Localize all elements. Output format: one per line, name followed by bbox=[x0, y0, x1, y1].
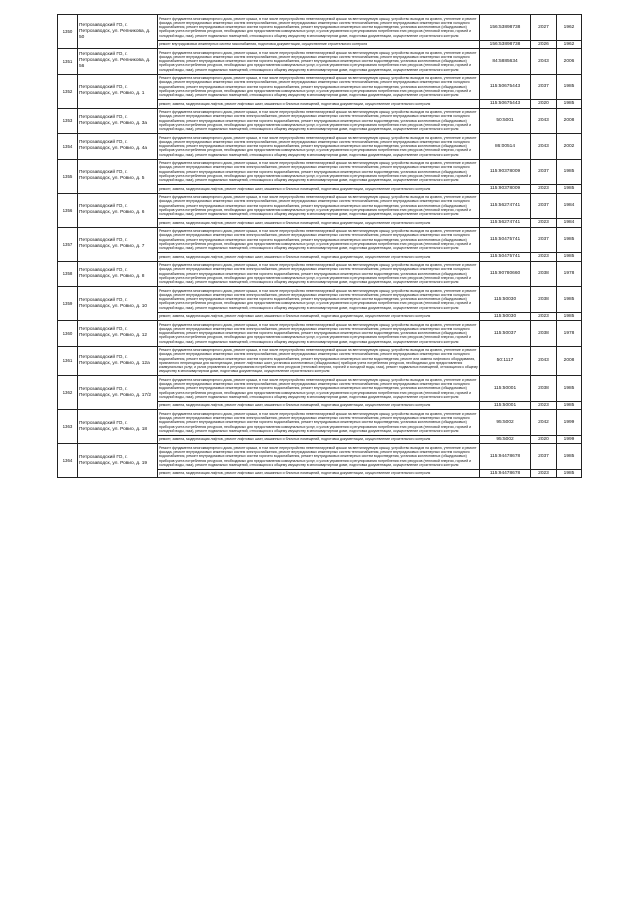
work-description: ремонт, замена, модернизация лифтов, ремонт лифтовых шахт, машинных и блочных помещений, подготовка документации, осуществление строительного контроля bbox=[158, 312, 480, 321]
construction-year: 1985 bbox=[557, 444, 582, 470]
planned-year: 2023 bbox=[531, 185, 557, 194]
work-description: ремонт, замена, модернизация лифтов, ремонт лифтовых шахт, машинных и блочных помещений, подготовка документации, осуществление строительного контроля bbox=[158, 100, 480, 109]
cadastral-code: 115:90378009 bbox=[480, 185, 531, 194]
house-address: Петрозаводский ГО, г. Петрозаводск, ул. Ровио, д. 5 bbox=[78, 159, 158, 193]
work-description: Ремонт фундамента многоквартирного дома, ремонт крыши, в том числе переустройство невентилируемой крыши на вентилируемую крышу, устройство выходов на кровлю, утепление и ремонт фасада, ремонт внутридомовых инженерных систем электроснабжения, ремонт внутридомовых инженерных систем теплоснабжения, ремонт внутридомовых инженерных систем холодного водоснабжения, ремонт внутридомовых инженерных систем горячего водоснабжения, ремонт внутридомовых инженерных систем водоотведения, установка коллективных (общедомовых) приборов учета потребления ресурсов, необходимых для предоставления коммунальных услуг, и узлов управления и регулирования потребления этих ресурсов (тепловой энергии, горячей и холодной воды, газа), ремонт подвальных помещений, относящихся к общему имуществу в многоквартирном доме, подготовка документации, осуществление строительного контроля bbox=[158, 108, 480, 134]
house-address: Петрозаводский ГО, г. Петрозаводск, ул. Ровио, д. 19 bbox=[78, 444, 158, 478]
planned-year: 2020 bbox=[531, 435, 557, 444]
row-number: 1351 bbox=[58, 49, 78, 75]
construction-year: 1985 bbox=[557, 100, 582, 109]
work-description: Ремонт фундамента многоквартирного дома, ремонт крыши, в том числе переустройство невентилируемой крыши на вентилируемую крышу, устройство выходов на кровлю, утепление и ремонт фасада, ремонт внутридомовых инженерных систем электроснабжения, ремонт внутридомовых инженерных систем теплоснабжения, ремонт внутридомовых инженерных систем холодного водоснабжения, ремонт внутридомовых инженерных систем горячего водоснабжения, ремонт внутридомовых инженерных систем водоотведения, установка коллективных (общедомовых) приборов учета потребления ресурсов, необходимых для предоставления коммунальных услуг, и узлов управления и регулирования потребления этих ресурсов (тепловой энергии, горячей и холодной воды, газа), ремонт подвальных помещений, относящихся к общему имуществу в многоквартирном доме, подготовка документации, осуществление строительного контроля bbox=[158, 15, 480, 41]
table-row bbox=[58, 321, 582, 347]
cadastral-code: 115:56274741 bbox=[480, 193, 531, 219]
house-address: Петрозаводский ГО, г. Петрозаводск, ул. Репникова, д. 56 bbox=[78, 49, 158, 75]
row-number: 1357 bbox=[58, 227, 78, 261]
row-number: 1359 bbox=[58, 287, 78, 321]
planned-year: 2037 bbox=[531, 159, 557, 185]
construction-year: 1962 bbox=[557, 15, 582, 41]
table-row bbox=[58, 15, 582, 41]
construction-year: 1985 bbox=[557, 376, 582, 402]
table-row bbox=[58, 410, 582, 436]
table-row bbox=[58, 74, 582, 100]
planned-year: 2038 bbox=[531, 321, 557, 347]
row-number: 1350 bbox=[58, 15, 78, 49]
construction-year: 2002 bbox=[557, 134, 582, 160]
planned-year: 2027 bbox=[531, 15, 557, 41]
cadastral-code: 115:50001 bbox=[480, 401, 531, 410]
row-number: 1352 bbox=[58, 74, 78, 108]
work-description: Ремонт фундамента многоквартирного дома, ремонт крыши, в том числе переустройство невентилируемой крыши на вентилируемую крышу, устройство выходов на кровлю, утепление и ремонт фасада, ремонт внутридомовых инженерных систем электроснабжения, ремонт внутридомовых инженерных систем теплоснабжения, ремонт внутридомовых инженерных систем холодного водоснабжения, ремонт внутридомовых инженерных систем горячего водоснабжения, ремонт внутридомовых инженерных систем водоотведения, установка коллективных (общедомовых) приборов учета потребления ресурсов, необходимых для предоставления коммунальных услуг, и узлов управления и регулирования потребления этих ресурсов (тепловой энергии, горячей и холодной воды, газа), ремонт подвальных помещений, относящихся к общему имуществу в многоквартирном доме, подготовка документации, осуществление строительного контроля bbox=[158, 321, 480, 347]
row-number: 1364 bbox=[58, 444, 78, 478]
work-description: Ремонт фундамента многоквартирного дома, ремонт крыши, в том числе переустройство невентилируемой крыши на вентилируемую крышу, устройство выходов на кровлю, утепление и ремонт фасада, ремонт внутридомовых инженерных систем электроснабжения, ремонт внутридомовых инженерных систем теплоснабжения, ремонт внутридомовых инженерных систем холодного водоснабжения, ремонт внутридомовых инженерных систем горячего водоснабжения, ремонт внутридомовых инженерных систем водоотведения, установка коллективных (общедомовых) приборов учета потребления ресурсов, необходимых для предоставления коммунальных услуг, и узлов управления и регулирования потребления этих ресурсов (тепловой энергии, горячей и холодной воды, газа), ремонт подвальных помещений, относящихся к общему имуществу в многоквартирном доме, подготовка документации, осуществление строительного контроля bbox=[158, 444, 480, 470]
row-number: 1356 bbox=[58, 193, 78, 227]
cadastral-code: 86:00514 bbox=[480, 134, 531, 160]
table-row bbox=[58, 261, 582, 287]
construction-year: 1985 bbox=[557, 287, 582, 313]
cadastral-code: 115:56274741 bbox=[480, 219, 531, 228]
work-description: ремонт, замена, модернизация лифтов, ремонт лифтовых шахт, машинных и блочных помещений, подготовка документации, осуществление строительного контроля bbox=[158, 253, 480, 262]
construction-year: 1985 bbox=[557, 469, 582, 478]
table-row bbox=[58, 227, 582, 253]
register-table-body bbox=[58, 15, 582, 478]
planned-year: 2037 bbox=[531, 193, 557, 219]
construction-year: 2008 bbox=[557, 108, 582, 134]
planned-year: 2038 bbox=[531, 261, 557, 287]
work-description: ремонт внутридомовых инженерных систем газоснабжения, подготовка документации, осуществление строительного контроля bbox=[158, 40, 480, 49]
house-address: Петрозаводский ГО, г. Петрозаводск, ул. Ровио, д. 3а bbox=[78, 108, 158, 134]
work-description: Ремонт фундамента многоквартирного дома, ремонт крыши, в том числе переустройство невентилируемой крыши на вентилируемую крышу, устройство выходов на кровлю, утепление и ремонт фасада, ремонт внутридомовых инженерных систем электроснабжения, ремонт внутридомовых инженерных систем теплоснабжения, ремонт внутридомовых инженерных систем холодного водоснабжения, ремонт внутридомовых инженерных систем горячего водоснабжения, ремонт внутридомовых инженерных систем водоотведения, установка коллективных (общедомовых) приборов учета потребления ресурсов, необходимых для предоставления коммунальных услуг, и узлов управления и регулирования потребления этих ресурсов (тепловой энергии, горячей и холодной воды, газа), ремонт подвальных помещений, относящихся к общему имуществу в многоквартирном доме, подготовка документации, осуществление строительного контроля bbox=[158, 261, 480, 287]
cadastral-code: 115:90378009 bbox=[480, 159, 531, 185]
table-row bbox=[58, 346, 582, 376]
construction-year: 1984 bbox=[557, 219, 582, 228]
planned-year: 2023 bbox=[531, 253, 557, 262]
cadastral-code: 115:50030 bbox=[480, 287, 531, 313]
cadastral-code: 50:1117 bbox=[480, 346, 531, 376]
row-number: 1354 bbox=[58, 134, 78, 160]
row-number: 1363 bbox=[58, 410, 78, 444]
cadastral-code: 115:50675443 bbox=[480, 100, 531, 109]
construction-year: 2008 bbox=[557, 346, 582, 376]
work-description: Ремонт фундамента многоквартирного дома, ремонт крыши, в том числе переустройство невентилируемой крыши на вентилируемую крышу, устройство выходов на кровлю, утепление и ремонт фасада, ремонт внутридомовых инженерных систем электроснабжения, ремонт внутридомовых инженерных систем теплоснабжения, ремонт внутридомовых инженерных систем холодного водоснабжения, ремонт внутридомовых инженерных систем горячего водоснабжения, ремонт внутридомовых инженерных систем водоотведения, установка коллективных (общедомовых) приборов учета потребления ресурсов, необходимых для предоставления коммунальных услуг, и узлов управления и регулирования потребления этих ресурсов (тепловой энергии, горячей и холодной воды, газа), ремонт подвальных помещений, относящихся к общему имуществу в многоквартирном доме, подготовка документации, осуществление строительного контроля bbox=[158, 410, 480, 436]
work-description: Ремонт фундамента многоквартирного дома, ремонт крыши, в том числе переустройство невентилируемой крыши на вентилируемую крышу, устройство выходов на кровлю, утепление и ремонт фасада, ремонт внутридомовых инженерных систем электроснабжения, ремонт внутридомовых инженерных систем теплоснабжения, ремонт внутридомовых инженерных систем холодного водоснабжения, ремонт внутридомовых инженерных систем горячего водоснабжения, ремонт внутридомовых инженерных систем водоотведения, установка коллективных (общедомовых) приборов учета потребления ресурсов, необходимых для предоставления коммунальных услуг, и узлов управления и регулирования потребления этих ресурсов (тепловой энергии, горячей и холодной воды, газа), ремонт подвальных помещений, относящихся к общему имуществу в многоквартирном доме, подготовка документации, осуществление строительного контроля bbox=[158, 193, 480, 219]
work-description: Ремонт фундамента многоквартирного дома, ремонт крыши, в том числе переустройство невентилируемой крыши на вентилируемую крышу, устройство выходов на кровлю, утепление и ремонт фасада, ремонт внутридомовых инженерных систем электроснабжения, ремонт внутридомовых инженерных систем теплоснабжения, ремонт внутридомовых инженерных систем холодного водоснабжения, ремонт внутридомовых инженерных систем горячего водоснабжения, ремонт внутридомовых инженерных систем водоотведения, установка коллективных (общедомовых) приборов учета потребления ресурсов, необходимых для предоставления коммунальных услуг, и узлов управления и регулирования потребления этих ресурсов (тепловой энергии, горячей и холодной воды, газа), ремонт подвальных помещений, относящихся к общему имуществу в многоквартирном доме, подготовка документации, осуществление строительного контроля bbox=[158, 287, 480, 313]
row-number: 1361 bbox=[58, 346, 78, 376]
cadastral-code: 115:50675443 bbox=[480, 74, 531, 100]
table-row bbox=[58, 159, 582, 185]
cadastral-code: 115:50475741 bbox=[480, 253, 531, 262]
construction-year: 1985 bbox=[557, 159, 582, 185]
row-number: 1360 bbox=[58, 321, 78, 347]
construction-year: 1962 bbox=[557, 40, 582, 49]
table-row bbox=[58, 134, 582, 160]
planned-year: 2038 bbox=[531, 376, 557, 402]
planned-year: 2023 bbox=[531, 219, 557, 228]
construction-year: 1978 bbox=[557, 261, 582, 287]
table-row bbox=[58, 444, 582, 470]
cadastral-code: 156:53898738 bbox=[480, 15, 531, 41]
planned-year: 2026 bbox=[531, 40, 557, 49]
work-description: Ремонт фундамента многоквартирного дома, ремонт крыши, в том числе переустройство невентилируемой крыши на вентилируемую крышу, устройство выходов на кровлю, утепление и ремонт фасада, ремонт внутридомовых инженерных систем электроснабжения, ремонт внутридомовых инженерных систем теплоснабжения, ремонт внутридомовых инженерных систем холодного водоснабжения, ремонт внутридомовых инженерных систем горячего водоснабжения, ремонт внутридомовых инженерных систем водоотведения, установка коллективных (общедомовых) приборов учета потребления ресурсов, необходимых для предоставления коммунальных услуг, и узлов управления и регулирования потребления этих ресурсов (тепловой энергии, горячей и холодной воды, газа), ремонт подвальных помещений, относящихся к общему имуществу в многоквартирном доме, подготовка документации, осуществление строительного контроля bbox=[158, 74, 480, 100]
table-row bbox=[58, 376, 582, 402]
construction-year: 1985 bbox=[557, 227, 582, 253]
planned-year: 2043 bbox=[531, 134, 557, 160]
planned-year: 2023 bbox=[531, 401, 557, 410]
planned-year: 2038 bbox=[531, 287, 557, 313]
planned-year: 2042 bbox=[531, 410, 557, 436]
cadastral-code: 115:50030 bbox=[480, 312, 531, 321]
work-description: ремонт, замена, модернизация лифтов, ремонт лифтовых шахт, машинных и блочных помещений, подготовка документации, осуществление строительного контроля bbox=[158, 185, 480, 194]
cadastral-code: 95:5002 bbox=[480, 435, 531, 444]
row-number: 1362 bbox=[58, 376, 78, 410]
work-description: Ремонт фундамента многоквартирного дома, ремонт крыши, в том числе переустройство невентилируемой крыши на вентилируемую крышу, устройство выходов на кровлю, утепление и ремонт фасада, ремонт внутридомовых инженерных систем электроснабжения, ремонт внутридомовых инженерных систем теплоснабжения, ремонт внутридомовых инженерных систем холодного водоснабжения, ремонт внутридомовых инженерных систем горячего водоснабжения, ремонт внутридомовых инженерных систем водоотведения, установка коллективных (общедомовых) приборов учета потребления ресурсов, необходимых для предоставления коммунальных услуг, и узлов управления и регулирования потребления этих ресурсов (тепловой энергии, горячей и холодной воды, газа), ремонт подвальных помещений, относящихся к общему имуществу в многоквартирном доме, подготовка документации, осуществление строительного контроля bbox=[158, 159, 480, 185]
construction-year: 1985 bbox=[557, 312, 582, 321]
work-description: ремонт, замена, модернизация лифтов, ремонт лифтовых шахт, машинных и блочных помещений, подготовка документации, осуществление строительного контроля bbox=[158, 435, 480, 444]
house-address: Петрозаводский ГО, г. Петрозаводск, ул. Репникова, д. 50 bbox=[78, 15, 158, 49]
cadastral-code: 156:53898738 bbox=[480, 40, 531, 49]
work-description: Ремонт фундамента многоквартирного дома, ремонт крыши, в том числе переустройство невентилируемой крыши на вентилируемую крышу, устройство выходов на кровлю, утепление и ремонт фасада, ремонт внутридомовых инженерных систем электроснабжения, ремонт внутридомовых инженерных систем теплоснабжения, ремонт внутридомовых инженерных систем холодного водоснабжения, ремонт внутридомовых инженерных систем горячего водоснабжения, ремонт внутридомовых инженерных систем водоотведения, установка коллективных (общедомовых) приборов учета потребления ресурсов, необходимых для предоставления коммунальных услуг, и узлов управления и регулирования потребления этих ресурсов (тепловой энергии, горячей и холодной воды, газа), ремонт подвальных помещений, относящихся к общему имуществу в многоквартирном доме, подготовка документации, осуществление строительного контроля bbox=[158, 134, 480, 160]
planned-year: 2043 bbox=[531, 108, 557, 134]
planned-year: 2020 bbox=[531, 100, 557, 109]
construction-year: 1999 bbox=[557, 435, 582, 444]
house-address: Петрозаводский ГО, г. Петрозаводск, ул. Ровио, д. 8 bbox=[78, 261, 158, 287]
work-description: Ремонт фундамента многоквартирного дома, ремонт крыши, в том числе переустройство невентилируемой крыши на вентилируемую крышу, устройство выходов на кровлю, утепление и ремонт фасада, ремонт внутридомовых инженерных систем электроснабжения, ремонт внутридомовых инженерных систем теплоснабжения, ремонт внутридомовых инженерных систем холодного водоснабжения, ремонт внутридомовых инженерных систем горячего водоснабжения, ремонт внутридомовых инженерных систем водоотведения, установка коллективных (общедомовых) приборов учета потребления ресурсов, необходимых для предоставления коммунальных услуг, и узлов управления и регулирования потребления этих ресурсов (тепловой энергии, горячей и холодной воды, газа), ремонт подвальных помещений, относящихся к общему имуществу в многоквартирном доме, подготовка документации, осуществление строительного контроля bbox=[158, 49, 480, 75]
house-address: Петрозаводский ГО, г. Петрозаводск, ул. Ровио, д. 10 bbox=[78, 287, 158, 321]
planned-year: 2037 bbox=[531, 444, 557, 470]
row-number: 1355 bbox=[58, 159, 78, 193]
planned-year: 2043 bbox=[531, 49, 557, 75]
planned-year: 2023 bbox=[531, 469, 557, 478]
house-address: Петрозаводский ГО, г. Петрозаводск, ул. Ровио, д. 17/2 bbox=[78, 376, 158, 410]
construction-year: 1999 bbox=[557, 410, 582, 436]
house-address: Петрозаводский ГО, г. Петрозаводск, ул. Ровио, д. 12 bbox=[78, 321, 158, 347]
row-number: 1353 bbox=[58, 108, 78, 134]
planned-year: 2037 bbox=[531, 227, 557, 253]
house-address: Петрозаводский ГО, г. Петрозаводск, ул. Ровио, д. 18 bbox=[78, 410, 158, 444]
construction-year: 2006 bbox=[557, 49, 582, 75]
table-row bbox=[58, 287, 582, 313]
cadastral-code: 95:5002 bbox=[480, 410, 531, 436]
table-row bbox=[58, 49, 582, 75]
house-address: Петрозаводский ГО, г. Петрозаводск, ул. Ровио, д. 12а bbox=[78, 346, 158, 376]
work-description: Ремонт фундамента многоквартирного дома, ремонт крыши, в том числе переустройство невентилируемой крыши на вентилируемую крышу, устройство выходов на кровлю, утепление и ремонт фасада, ремонт внутридомовых инженерных систем электроснабжения, ремонт внутридомовых инженерных систем теплоснабжения, ремонт внутридомовых инженерных систем холодного водоснабжения, ремонт внутридомовых инженерных систем горячего водоснабжения, ремонт внутридомовых инженерных систем водоотведения, ремонт или замена лифтового оборудования, признанного непригодным для эксплуатации, ремонт лифтовых шахт, установка коллективных (общедомовых) приборов учета потребления ресурсов, необходимых для предоставления коммунальных услуг, и узлов управления и регулирования потребления этих ресурсов (тепловой энергии, горячей и холодной воды, газа), ремонт подвальных помещений, относящихся к общему имуществу в многоквартирном доме, подготовка документации, осуществление строительного контроля bbox=[158, 346, 480, 376]
work-description: Ремонт фундамента многоквартирного дома, ремонт крыши, в том числе переустройство невентилируемой крыши на вентилируемую крышу, устройство выходов на кровлю, утепление и ремонт фасада, ремонт внутридомовых инженерных систем электроснабжения, ремонт внутридомовых инженерных систем теплоснабжения, ремонт внутридомовых инженерных систем холодного водоснабжения, ремонт внутридомовых инженерных систем горячего водоснабжения, ремонт внутридомовых инженерных систем водоотведения, установка коллективных (общедомовых) приборов учета потребления ресурсов, необходимых для предоставления коммунальных услуг, и узлов управления и регулирования потребления этих ресурсов (тепловой энергии, горячей и холодной воды, газа), ремонт подвальных помещений, относящихся к общему имуществу в многоквартирном доме, подготовка документации, осуществление строительного контроля bbox=[158, 227, 480, 253]
table-row bbox=[58, 108, 582, 134]
house-address: Петрозаводский ГО, г. Петрозаводск, ул. Ровио, д. 6 bbox=[78, 193, 158, 227]
cadastral-code: 115:94478678 bbox=[480, 444, 531, 470]
construction-year: 1985 bbox=[557, 401, 582, 410]
construction-year: 1985 bbox=[557, 185, 582, 194]
cadastral-code: 50:5001 bbox=[480, 108, 531, 134]
construction-year: 1985 bbox=[557, 74, 582, 100]
planned-year: 2037 bbox=[531, 74, 557, 100]
work-description: ремонт, замена, модернизация лифтов, ремонт лифтовых шахт, машинных и блочных помещений, подготовка документации, осуществление строительного контроля bbox=[158, 401, 480, 410]
work-description: ремонт, замена, модернизация лифтов, ремонт лифтовых шахт, машинных и блочных помещений, подготовка документации, осуществление строительного контроля bbox=[158, 469, 480, 478]
house-address: Петрозаводский ГО, г. Петрозаводск, ул. Ровио, д. 7 bbox=[78, 227, 158, 261]
cadastral-code: 115:94478678 bbox=[480, 469, 531, 478]
planned-year: 2023 bbox=[531, 312, 557, 321]
capital-repair-register-table bbox=[57, 14, 582, 478]
construction-year: 1978 bbox=[557, 321, 582, 347]
work-description: Ремонт фундамента многоквартирного дома, ремонт крыши, в том числе переустройство невентилируемой крыши на вентилируемую крышу, устройство выходов на кровлю, утепление и ремонт фасада, ремонт внутридомовых инженерных систем электроснабжения, ремонт внутридомовых инженерных систем теплоснабжения, ремонт внутридомовых инженерных систем холодного водоснабжения, ремонт внутридомовых инженерных систем горячего водоснабжения, ремонт внутридомовых инженерных систем водоотведения, установка коллективных (общедомовых) приборов учета потребления ресурсов, необходимых для предоставления коммунальных услуг, и узлов управления и регулирования потребления этих ресурсов (тепловой энергии, горячей и холодной воды, газа), ремонт подвальных помещений, относящихся к общему имуществу в многоквартирном доме, подготовка документации, осуществление строительного контроля bbox=[158, 376, 480, 402]
house-address: Петрозаводский ГО, г. Петрозаводск, ул. Ровио, д. 4а bbox=[78, 134, 158, 160]
work-description: ремонт, замена, модернизация лифтов, ремонт лифтовых шахт, машинных и блочных помещений, подготовка документации, осуществление строительного контроля bbox=[158, 219, 480, 228]
cadastral-code: 115:50475741 bbox=[480, 227, 531, 253]
construction-year: 1984 bbox=[557, 193, 582, 219]
row-number: 1358 bbox=[58, 261, 78, 287]
construction-year: 1985 bbox=[557, 253, 582, 262]
cadastral-code: 115:90780660 bbox=[480, 261, 531, 287]
house-address: Петрозаводский ГО, г. Петрозаводск, ул. Ровио, д. 1 bbox=[78, 74, 158, 108]
cadastral-code: 84:5885634 bbox=[480, 49, 531, 75]
cadastral-code: 115:50001 bbox=[480, 376, 531, 402]
table-row bbox=[58, 193, 582, 219]
planned-year: 2043 bbox=[531, 346, 557, 376]
cadastral-code: 115:50037 bbox=[480, 321, 531, 347]
